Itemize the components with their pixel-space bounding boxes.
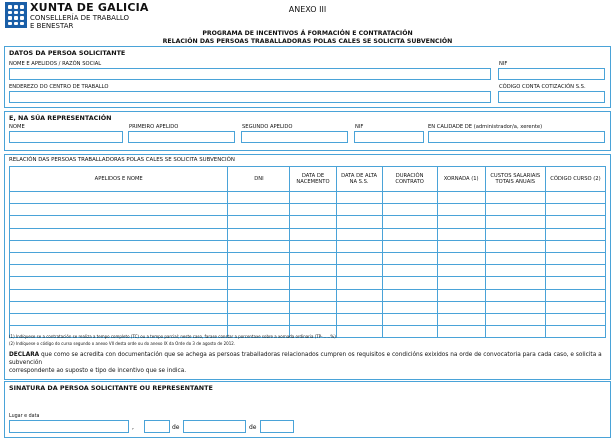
workers-title: RELACIÓN DAS PERSOAS TRABALLADORAS POLAS CALES SE SOLICITA SUBVENCIÓN	[9, 157, 235, 163]
rep-nif-field[interactable]	[354, 131, 424, 143]
rep-capacity-label: EN CALIDADE DE (administrador/a, xerente)	[428, 124, 543, 130]
month-field[interactable]	[183, 420, 246, 433]
cell-course-code[interactable]	[545, 252, 605, 264]
cell-ss-date[interactable]	[336, 265, 382, 277]
program-heading	[0, 30, 615, 46]
cell-salary-costs[interactable]	[485, 216, 545, 228]
cell-salary-costs[interactable]	[485, 326, 545, 338]
cell-workday[interactable]	[437, 240, 485, 252]
cell-workday[interactable]	[437, 265, 485, 277]
cell-salary-costs[interactable]	[485, 252, 545, 264]
cell-ss-date[interactable]	[336, 252, 382, 264]
table-row	[10, 240, 606, 252]
cell-dni[interactable]	[228, 277, 290, 289]
cell-workday[interactable]	[437, 326, 485, 338]
cell-duration[interactable]	[382, 216, 437, 228]
applicant-name-label: NOME E APELIDOS / RAZÓN SOCIAL	[9, 61, 102, 67]
cell-course-code[interactable]	[545, 326, 605, 338]
declaration-line1	[9, 351, 609, 367]
table-row	[10, 216, 606, 228]
cell-workday[interactable]	[437, 228, 485, 240]
cell-name[interactable]	[10, 265, 228, 277]
cell-ss-date[interactable]	[336, 204, 382, 216]
place-field[interactable]	[9, 420, 129, 433]
cell-ss-date[interactable]	[336, 326, 382, 338]
declaration-lead: DECLARA	[9, 352, 40, 358]
cell-birthdate[interactable]	[290, 216, 336, 228]
cell-dni[interactable]	[228, 265, 290, 277]
cell-course-code[interactable]	[545, 192, 605, 204]
applicant-nif-field[interactable]	[498, 68, 605, 80]
cell-salary-costs[interactable]	[485, 301, 545, 313]
program-subtitle: RELACIÓN DAS PERSOAS TRABALLADORAS POLAS CALES SE SOLICITA SUBVENCIÓN	[162, 38, 453, 45]
cell-ss-date[interactable]	[336, 313, 382, 325]
place-date-label: Lugar e data	[9, 414, 40, 419]
rep-name-field[interactable]	[9, 131, 123, 143]
cell-ss-date[interactable]	[336, 240, 382, 252]
address-field[interactable]	[9, 91, 491, 103]
cell-course-code[interactable]	[545, 313, 605, 325]
cell-dni[interactable]	[228, 301, 290, 313]
table-row	[10, 289, 606, 301]
cell-dni[interactable]	[228, 252, 290, 264]
cell-salary-costs[interactable]	[485, 289, 545, 301]
department-name	[30, 14, 129, 30]
cell-birthdate[interactable]	[290, 240, 336, 252]
cell-birthdate[interactable]	[290, 313, 336, 325]
cell-duration[interactable]	[382, 301, 437, 313]
department-line1: CONSELLERÍA DE TRABALLO	[30, 14, 129, 22]
workers-table	[9, 166, 606, 338]
day-field[interactable]	[144, 420, 170, 433]
cell-name[interactable]	[10, 289, 228, 301]
cell-duration[interactable]	[382, 289, 437, 301]
rep-nif-label: NIF	[355, 124, 364, 130]
workers-header-row	[10, 167, 606, 192]
cell-salary-costs[interactable]	[485, 240, 545, 252]
cell-birthdate[interactable]	[290, 252, 336, 264]
cell-dni[interactable]	[228, 228, 290, 240]
cell-dni[interactable]	[228, 240, 290, 252]
comma-separator: ,	[132, 424, 134, 431]
cell-duration[interactable]	[382, 265, 437, 277]
cell-course-code[interactable]	[545, 240, 605, 252]
de-separator-1: de	[172, 424, 180, 431]
cell-name[interactable]	[10, 216, 228, 228]
applicant-name-field[interactable]	[9, 68, 491, 80]
cell-salary-costs[interactable]	[485, 204, 545, 216]
cell-course-code[interactable]	[545, 265, 605, 277]
de-separator-2: de	[249, 424, 257, 431]
cell-duration[interactable]	[382, 252, 437, 264]
col-header-dni: DNI	[228, 167, 290, 192]
representative-title: E, NA SÚA REPRESENTACIÓN	[9, 114, 112, 122]
cell-salary-costs[interactable]	[485, 277, 545, 289]
cell-duration[interactable]	[382, 326, 437, 338]
cell-dni[interactable]	[228, 289, 290, 301]
cell-workday[interactable]	[437, 204, 485, 216]
year-field[interactable]	[260, 420, 294, 433]
table-row	[10, 204, 606, 216]
applicant-nif-label: NIF	[499, 61, 508, 67]
cell-name[interactable]	[10, 192, 228, 204]
cell-dni[interactable]	[228, 204, 290, 216]
cell-name[interactable]	[10, 204, 228, 216]
table-row	[10, 265, 606, 277]
footnote-1: (1) Indíquese se a contratación se realiza a tempo completo (TC) ou a tempo parcial; neste caso, farase constar a porcentaxe sobre a xornada ordinaria (TP-……%).	[9, 334, 338, 339]
table-row	[10, 192, 606, 204]
program-title: PROGRAMA DE INCENTIVOS Á FORMACIÓN E CONTRATACIÓN	[202, 30, 413, 37]
cell-course-code[interactable]	[545, 228, 605, 240]
cell-workday[interactable]	[437, 313, 485, 325]
cell-name[interactable]	[10, 301, 228, 313]
cell-course-code[interactable]	[545, 216, 605, 228]
col-header-course-code: CÓDIGO CURSO (2)	[545, 167, 605, 192]
address-label: ENDEREZO DO CENTRO DE TRABALLO	[9, 84, 109, 90]
cell-workday[interactable]	[437, 301, 485, 313]
cell-name[interactable]	[10, 252, 228, 264]
cell-birthdate[interactable]	[290, 277, 336, 289]
cell-dni[interactable]	[228, 313, 290, 325]
cell-course-code[interactable]	[545, 289, 605, 301]
cell-birthdate[interactable]	[290, 301, 336, 313]
cell-ss-date[interactable]	[336, 216, 382, 228]
col-header-salary-costs: CUSTOS SALARIAIS TOTAIS ANUAIS	[485, 167, 545, 192]
department-line2: E BENESTAR	[30, 22, 74, 30]
declaration	[9, 351, 609, 375]
cell-duration[interactable]	[382, 192, 437, 204]
rep-first-surname-label: PRIMEIRO APELIDO	[129, 124, 179, 130]
cell-duration[interactable]	[382, 228, 437, 240]
cell-ss-date[interactable]	[336, 289, 382, 301]
cell-birthdate[interactable]	[290, 228, 336, 240]
cell-birthdate[interactable]	[290, 289, 336, 301]
col-header-ss-date: DATA DE ALTA NA S.S.	[336, 167, 382, 192]
rep-second-surname-field[interactable]	[241, 131, 348, 143]
cell-workday[interactable]	[437, 289, 485, 301]
table-row	[10, 301, 606, 313]
col-header-workday: XORNADA (1)	[437, 167, 485, 192]
cell-birthdate[interactable]	[290, 265, 336, 277]
ss-code-field[interactable]	[498, 91, 605, 103]
cell-ss-date[interactable]	[336, 301, 382, 313]
cell-dni[interactable]	[228, 192, 290, 204]
cell-duration[interactable]	[382, 240, 437, 252]
cell-ss-date[interactable]	[336, 228, 382, 240]
cell-salary-costs[interactable]	[485, 228, 545, 240]
col-header-name: APELIDOS E NOME	[10, 167, 228, 192]
declaration-text1: que como se acredita con documentación que se achega as persoas traballadoras relacionados cumpren os requisitos e condicións exixidos na orde de convocatoria para cada caso, e solicita a subvención	[9, 352, 602, 366]
footnote-2: (2) Indíquese o código do curso segundo o anexo VII desta orde ou do anexo IX da Orde do 3 de agosto de 2012.	[9, 341, 236, 346]
cell-duration[interactable]	[382, 313, 437, 325]
applicant-title: DATOS DA PERSOA SOLICITANTE	[9, 49, 126, 57]
rep-second-surname-label: SEGUNDO APELIDO	[242, 124, 293, 130]
rep-capacity-field[interactable]	[428, 131, 605, 143]
cell-duration[interactable]	[382, 204, 437, 216]
cell-duration[interactable]	[382, 277, 437, 289]
table-row	[10, 228, 606, 240]
cell-course-code[interactable]	[545, 301, 605, 313]
cell-name[interactable]	[10, 228, 228, 240]
cell-name[interactable]	[10, 277, 228, 289]
table-row	[10, 252, 606, 264]
cell-birthdate[interactable]	[290, 204, 336, 216]
signature-title: SINATURA DA PERSOA SOLICITANTE OU REPRESENTANTE	[9, 384, 213, 392]
col-header-birthdate: DATA DE NACEMENTO	[290, 167, 336, 192]
cell-ss-date[interactable]	[336, 277, 382, 289]
cell-course-code[interactable]	[545, 277, 605, 289]
cell-workday[interactable]	[437, 252, 485, 264]
cell-course-code[interactable]	[545, 204, 605, 216]
rep-first-surname-field[interactable]	[128, 131, 235, 143]
cell-name[interactable]	[10, 313, 228, 325]
org-name: XUNTA DE GALICIA	[30, 1, 149, 14]
cell-dni[interactable]	[228, 216, 290, 228]
cell-workday[interactable]	[437, 216, 485, 228]
cell-ss-date[interactable]	[336, 192, 382, 204]
cell-salary-costs[interactable]	[485, 192, 545, 204]
cell-salary-costs[interactable]	[485, 313, 545, 325]
col-header-duration: DURACIÓN CONTRATO	[382, 167, 437, 192]
cell-salary-costs[interactable]	[485, 265, 545, 277]
cell-workday[interactable]	[437, 192, 485, 204]
declaration-line2: correspondente ao suposto e tipo de incentivo que se indica.	[9, 368, 187, 374]
cell-birthdate[interactable]	[290, 192, 336, 204]
rep-name-label: NOME	[9, 124, 25, 130]
annex-title: ANEXO III	[288, 5, 327, 14]
cell-name[interactable]	[10, 240, 228, 252]
ss-code-label: CÓDIGO CONTA COTIZACIÓN S.S.	[499, 84, 586, 90]
cell-workday[interactable]	[437, 277, 485, 289]
table-row	[10, 277, 606, 289]
table-row	[10, 313, 606, 325]
